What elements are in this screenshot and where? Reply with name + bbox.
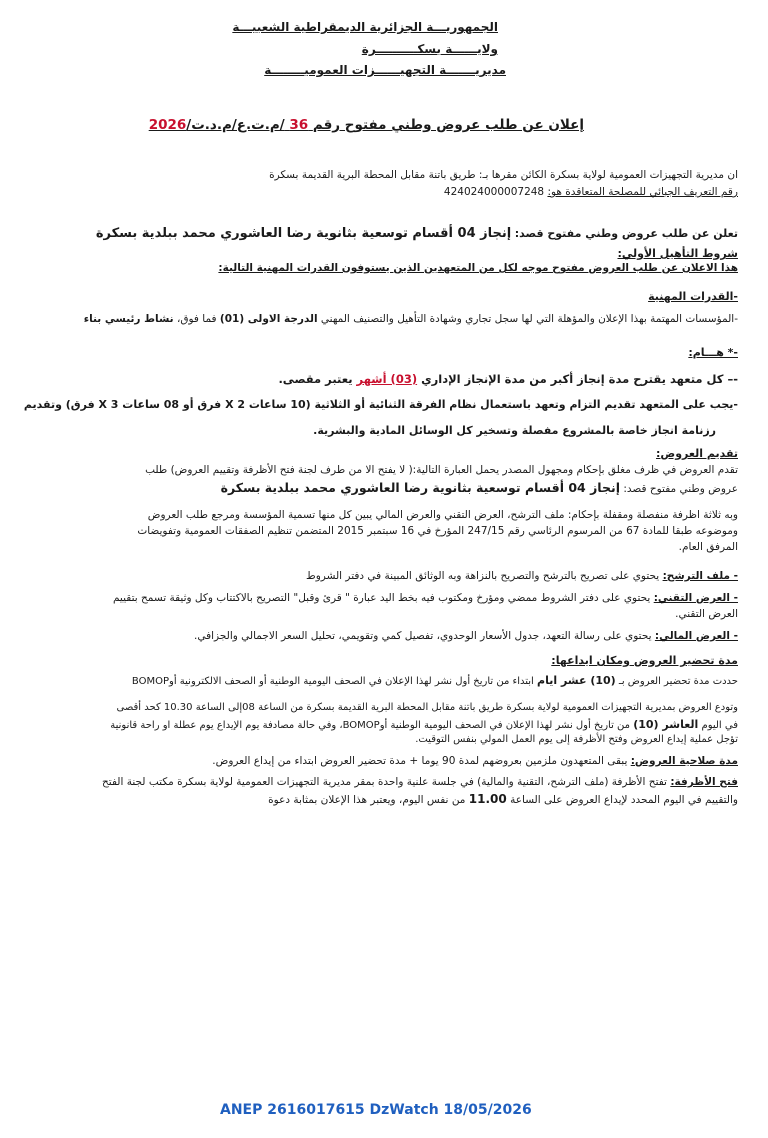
deadline-line4: تؤجل عملية إيداع العروض وفتح الأظرفة إلى يوم العمل المولي بنفس التوقيت. (415, 734, 738, 745)
submission-para-line3: المرفق العام. (678, 541, 738, 553)
prequal-heading: شروط التأهيل الأولي: (617, 247, 738, 260)
important-point2-line1: -يجب على المتعهد تقديم التزام وتعهد باستعمال نظام الفرقة الثنائية أو الثلاثية (10 ساعات X 2 فرق أو 08 ساعات X 3 فرق) وتقديم (23, 398, 738, 411)
deadline-line1 (132, 674, 738, 687)
capacities-label: -القدرات المهنية (648, 290, 738, 303)
submission-para-line2: وموضوعه طبقا للمادة 67 من المرسوم الرئاسي رقم 247/15 المؤرخ في 16 سبتمبر 2015 المتضمن تنظيم الصفقات العمومية وتفويضات (137, 525, 738, 537)
point1-a: -– كل متعهد يقترح مدة إنجاز أكبر من مدة الإنجاز الإداري (421, 372, 738, 386)
prequal-subheading: هذا الاعلان عن طلب العروض مفتوح موجه لكل من المتعهدين الذين يستوفون القدرات المهنية التالية: (218, 262, 738, 274)
deadline-line1-b: (10) عشر ايام (537, 674, 616, 687)
opening-line2-a: والتقييم في اليوم المحدد لإيداع العروض على الساعة (510, 794, 738, 806)
announce-lead: تعلن عن طلب عروض وطني مفتوح قصد: (514, 227, 738, 240)
title-mid: /م.ت.ع/م.د.ت/ (186, 117, 285, 133)
opening-line2 (268, 792, 738, 806)
intro-address: ان مديرية التجهيزات العمومية لولاية بسكرة الكائن مقرها بـ: طريق باتنة مقابل المحطة البرية القديمة بسكرة (269, 169, 738, 181)
submission-lead: عروض وطني مفتوح قصد: (623, 483, 738, 495)
announce-line (96, 226, 738, 241)
validity-text: يبقى المتعهدون ملزمين بعروضهم لمدة 90 يوما + مدة تحضير العروض ابتداء من إيداع العروض. (212, 755, 628, 767)
point1-b: (03) أشهر (356, 372, 418, 386)
tax-id-value: 424024000007248 (443, 186, 545, 198)
submission-heading: تقديم العروض: (656, 447, 738, 460)
deadline-line3 (110, 718, 738, 731)
opening-line2-b: 11.00 (468, 792, 507, 806)
technical-text1: يحتوي على دفتر الشروط ممضي ومؤرخ ومكتوب فيه بخط اليد عبارة " قرئ وقبل" التصريح بالاكتتاب وكل وثيقة تسمح بتقييم (112, 592, 651, 604)
opening-label: فتح الأظرفة: (670, 776, 738, 788)
important-point2-line2: رزنامة انجاز خاصة بالمشروع مفصلة وتسخير كل الوسائل المادية والبشرية. (313, 424, 716, 437)
deadline-line3-b: العاشر (10) (633, 718, 699, 731)
capacities-text (84, 313, 738, 325)
technical-label: - العرض التقني: (653, 592, 738, 604)
file-financial (194, 630, 738, 642)
deadline-line1-a: حددت مدة تحضير العروض بـ (618, 676, 738, 687)
important-point1 (278, 372, 738, 386)
deadline-line1-c: ابتداء من تاريخ أول نشر لهذا الإعلان في الصحف اليومية الوطنية أو الصحف الالكترونية أوBOMOP (131, 676, 534, 687)
submission-line1: تقدم العروض في ظرف مغلق بإحكام ومجهول المصدر يحمل العبارة التالية:( لا يفتح الا من طرف لجنة فتح الأظرفة وتقييم العروض) طلب (145, 464, 738, 476)
candidacy-label: - ملف الترشح: (662, 570, 738, 582)
opening-line1 (102, 776, 738, 788)
opening-text1: تفتح الأظرفة (ملف الترشح، التقنية والمالية) في جلسة علنية واحدة بمقر مديرية التجهيزات العمومية لولاية بسكرة مكتب لجنة الفتح (102, 776, 667, 788)
submission-para-line1: وبه ثلاثة اظرفة منفصلة ومقفلة بإحكام: ملف الترشح، العرض التقني والعرض المالي يبين كل منها تسمية المؤسسة ومرجع طلب العروض (147, 509, 738, 521)
deadline-line2: وتودع العروض بمديرية التجهيزات العمومية لولاية بسكرة طريق باتنة مقابل المحطة البرية القديمة بسكرة من الساعة 08إلى الساعة 10.30 كحد أقصى (116, 702, 738, 713)
submission-project: إنجاز 04 أقسام توسعية بثانوية رضا العاشوري محمد ببلدية بسكرة (220, 480, 620, 495)
point1-c: يعتبر مقصى. (278, 372, 353, 386)
file-candidacy (306, 570, 738, 582)
deadline-line3-a: في اليوم (701, 720, 738, 731)
submission-line2 (221, 480, 738, 495)
financial-label: - العرض المالي: (654, 630, 738, 642)
footer-reference: ANEP 2616017615 DzWatch 18/05/2026 (220, 1102, 532, 1118)
title-number: 36 (289, 117, 309, 133)
tax-id-label: رقم التعريف الجبائي للمصلحة المتعاقدة هو: (547, 186, 738, 198)
deadline-line3-c: من تاريخ أول نشر لهذا الإعلان في الصحف اليومية الوطنية أوBOMOP، وفي حالة مصادفة يوم الإيداع يوم عطلة او راحة قانونية (110, 720, 631, 731)
announce-project: إنجاز 04 أقسام توسعية بثانوية رضا العاشوري محمد ببلدية بسكرة (95, 226, 512, 241)
title-prefix: إعلان عن طلب عروض وطني مفتوح رقم (312, 117, 584, 133)
title-year: 2026 (148, 117, 187, 133)
financial-text: يحتوي على رسالة التعهد، جدول الأسعار الوحدوي، تفصيل كمي وتقويمي، تحليل السعر الاجمالي والجزافي. (194, 630, 652, 642)
file-technical-line1 (113, 592, 738, 604)
capacities-text-d: نشاط رئيسي بناء (83, 313, 174, 325)
capacities-text-c: فما فوق، (176, 313, 217, 325)
deadline-heading: مدة تحضير العروض ومكان ايداعها: (551, 654, 738, 667)
opening-line2-c: من نفس اليوم، ويعتبر هذا الإعلان بمثابة دعوة (268, 794, 466, 806)
capacities-text-a: -المؤسسات المهتمة بهذا الإعلان والمؤهلة التي لها سجل تجاري وشهادة التأهيل والتصنيف المهني (320, 313, 738, 325)
intro-tax-id (444, 186, 738, 198)
candidacy-text: يحتوي على تصريح بالترشح والتصريح بالنزاهة وبه الوثائق المبينة في دفتر الشروط (306, 570, 660, 582)
validity-line (212, 755, 738, 767)
validity-label: مدة صلاحية العروض: (630, 755, 738, 767)
capacities-text-b: الدرجة الاولى (01) (219, 313, 318, 325)
file-technical-line2: العرض التقني. (675, 608, 738, 620)
page-title (149, 117, 584, 133)
header-directorate: مديريـــــــة التجهيــــــزات العموميــــــــة (264, 63, 506, 77)
header-republic: الجمهوريـــة الجزائرية الديمقراطية الشعبيـــة (232, 20, 498, 34)
important-heading: -* هـــام: (688, 346, 738, 359)
header-wilaya: ولايــــــة بسكــــــــــرة (361, 42, 498, 56)
